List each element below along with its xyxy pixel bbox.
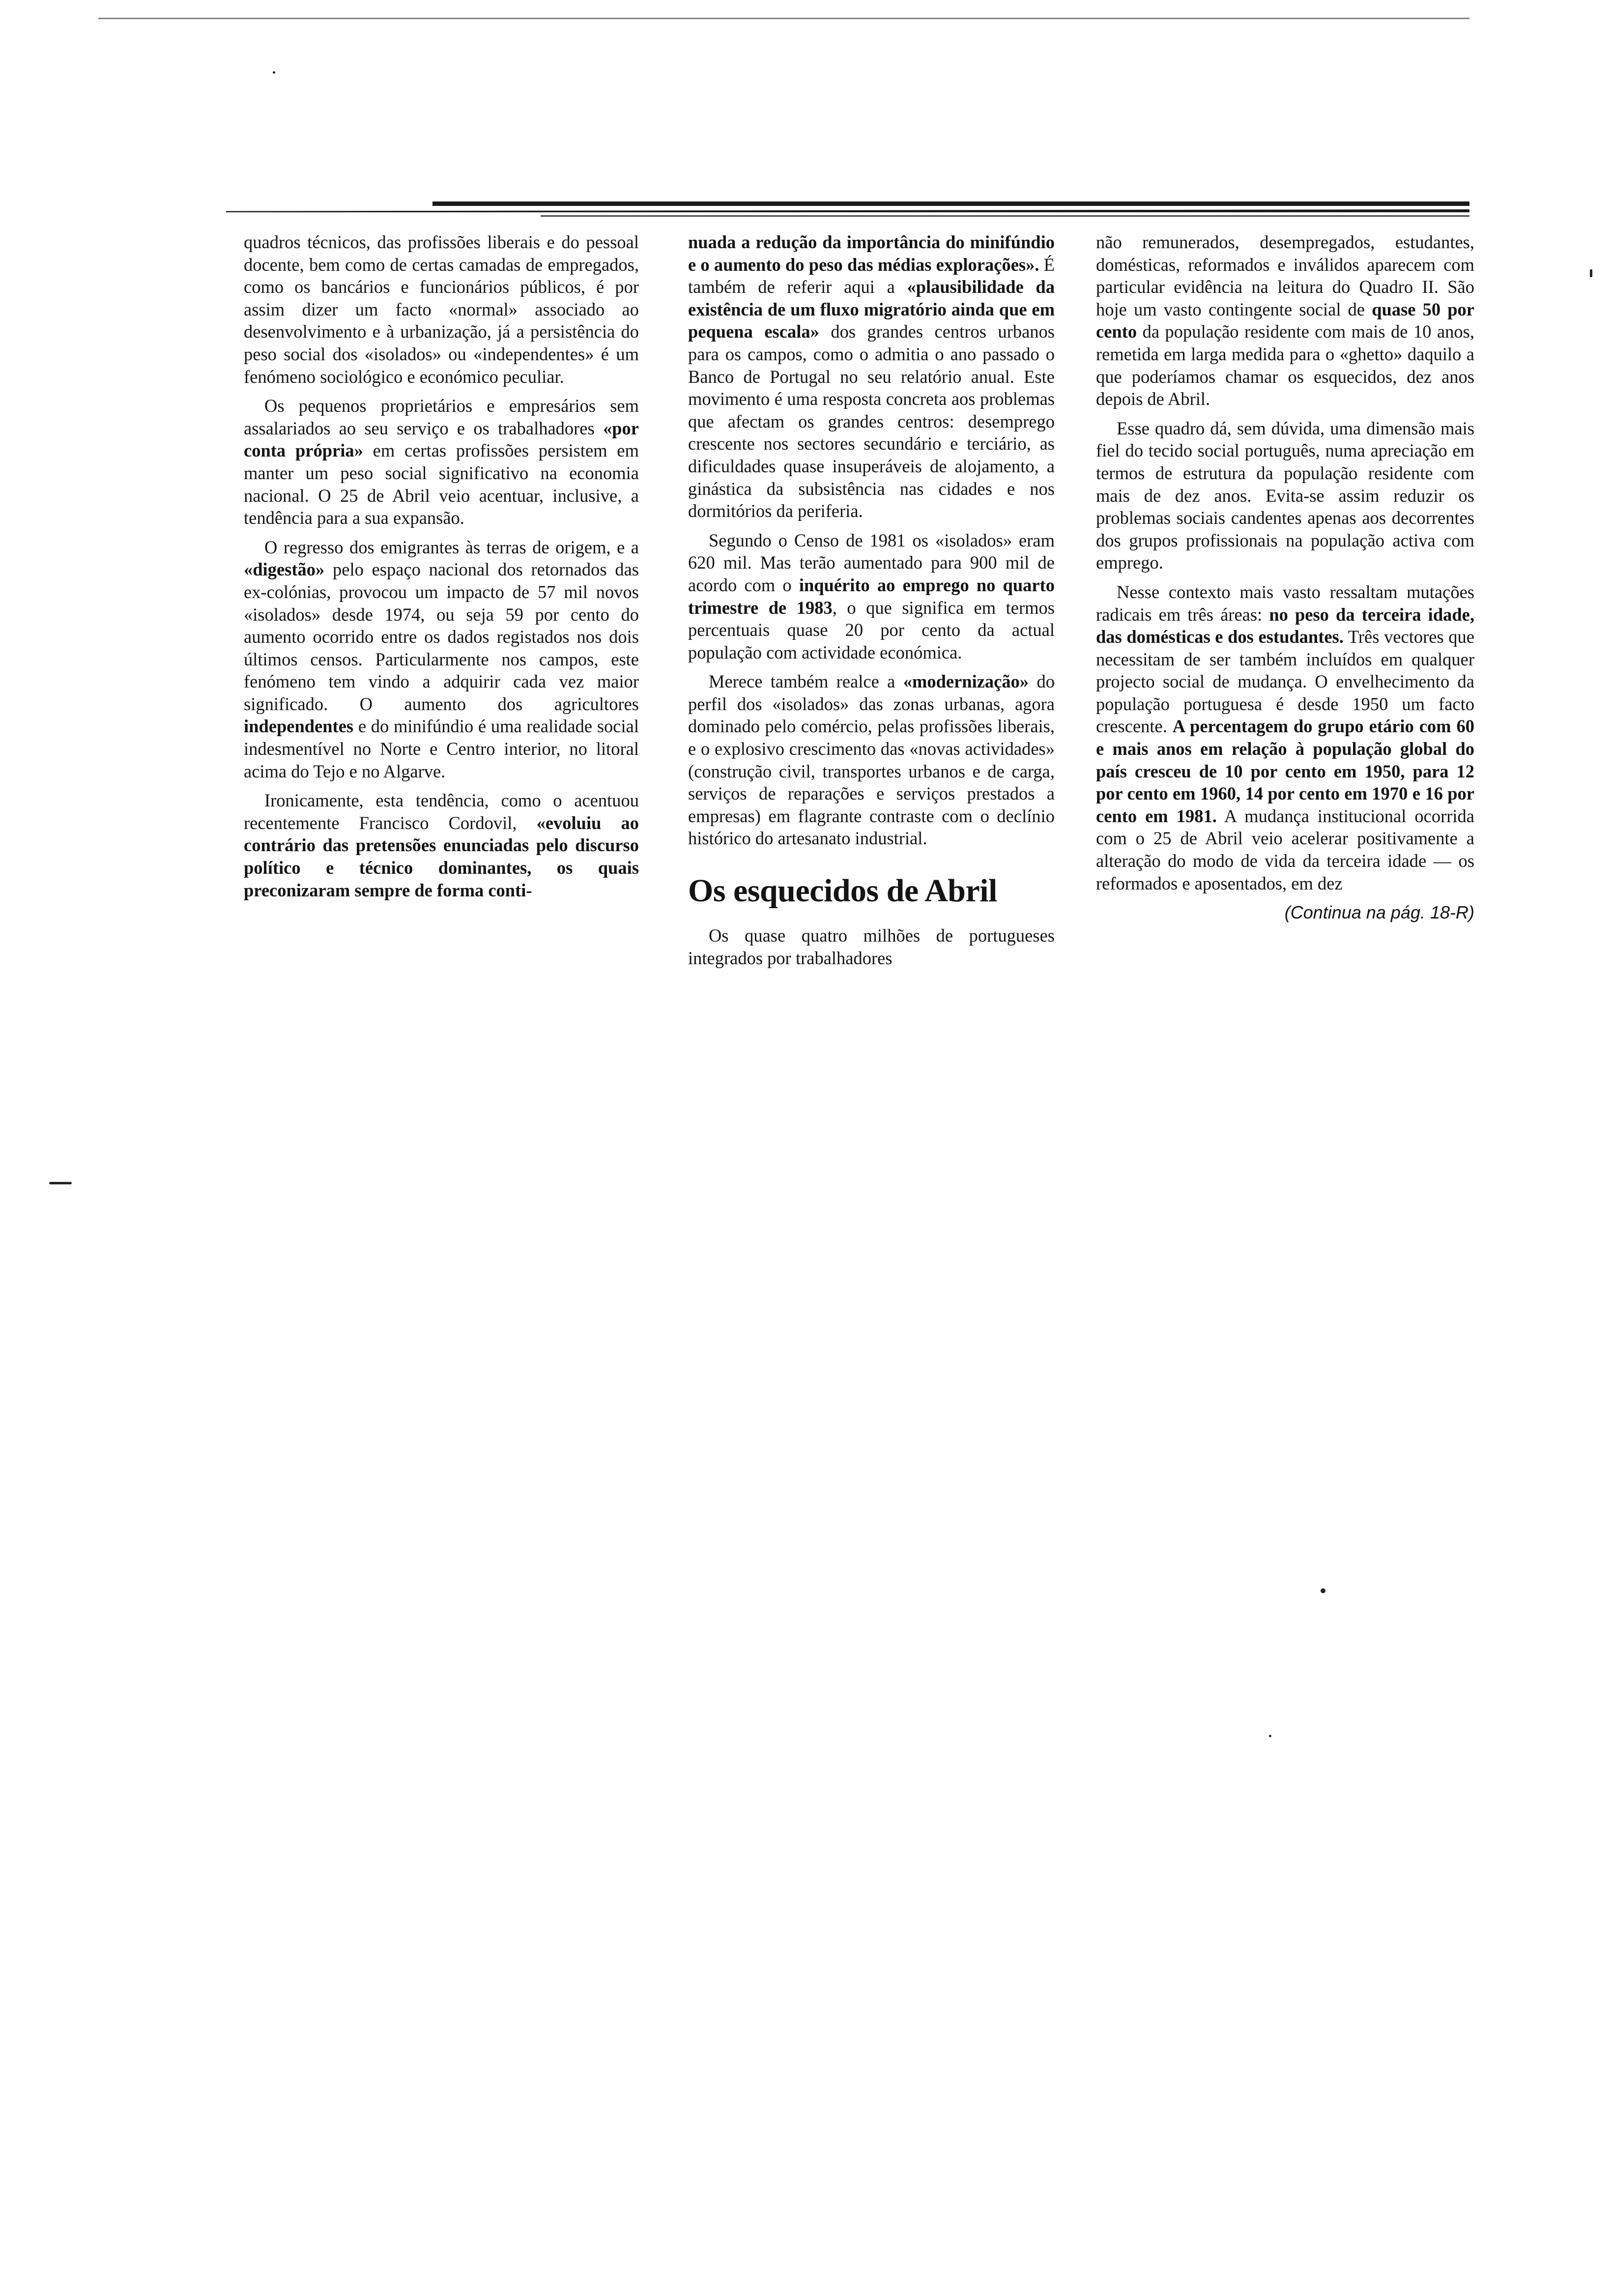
paragraph xyxy=(244,395,639,529)
bold-text-run: «digestão» xyxy=(244,559,325,580)
paragraph xyxy=(244,789,639,901)
text-run: , o que significa em termos percentuais quase 20 por cento da actual população com actividade económica. xyxy=(688,597,1055,662)
scan-speck xyxy=(1590,269,1592,277)
paragraph xyxy=(244,536,639,783)
paragraph xyxy=(1096,417,1474,574)
continuation-note: (Continua na pág. 18-R) xyxy=(1284,902,1474,923)
text-run: Merece também realce a xyxy=(709,671,903,692)
bold-text-run: no peso da terceira idade, das domésticas e dos estudantes. xyxy=(1096,604,1474,647)
paragraph xyxy=(688,924,1055,969)
text-run: É também de referir aqui a xyxy=(688,254,1055,297)
scan-speck xyxy=(1269,1735,1271,1737)
bold-text-run: «plausibilidade da existência de um fluxo migratório ainda que em pequena escala» xyxy=(688,277,1055,342)
text-run: da população residente com mais de 10 anos, remetida em larga medida para o «ghetto» daquilo a que poderíamos chamar os esquecidos, dez anos depois de Abril. xyxy=(1096,321,1474,409)
text-run: quadros técnicos, das profissões liberais e do pessoal docente, bem como de certas camadas de empregados, como os bancários e funcionários públicos, é por assim dizer um facto «normal» associado ao desenvolvimento e à urbanização, já a persistência do peso social dos «isolados» ou «independentes» é um fenómeno sociológico e económico peculiar. xyxy=(244,232,639,387)
text-run: O regresso dos emigrantes às terras de origem, e a xyxy=(264,537,639,557)
text-run: A mudança institucional ocorrida com o 25 de Abril veio acelerar positivamente a alteração do modo de vida da terceira idade — os reformados e aposentados, em dez xyxy=(1096,805,1474,893)
paragraph xyxy=(1096,581,1474,894)
paragraph xyxy=(688,529,1055,664)
paragraph xyxy=(244,231,639,388)
text-run: não remunerados, desempregados, estudantes, domésticas, reformados e inválidos aparecem com particular evidência na leitura do Quadro II. São hoje um vasto contingente social de xyxy=(1096,232,1474,319)
text-run: e do minifúndio é uma realidade social indesmentível no Norte e Centro interior, no litoral acima do Tejo e no Algarve. xyxy=(244,716,639,781)
paragraph xyxy=(688,670,1055,850)
bold-text-run: A percentagem do grupo etário com 60 e mais anos em relação à população global do país cresceu de 10 por cento em 1950, para 12 por cento em 1960, 14 por cento em 1970 e 16 por cento em 1981. xyxy=(1096,716,1474,826)
text-run: em certas profissões persistem em manter um peso social significativo na economia nacional. O 25 de Abril veio acentuar, inclusive, a tendência para a sua expansão. xyxy=(244,440,639,528)
text-run: dos grandes centros urbanos para os campos, como o admitia o ano passado o Banco de Portugal no seu relatório anual. Este movimento é uma resposta concreta aos problemas que afectam os grandes centros: desemprego crescente nos sectores secundário e terciário, as dificuldades quase insuperáveis de alojamento, a ginástica da subsistência nas cidades e nos dormitórios da periferia. xyxy=(688,321,1055,521)
scan-speck xyxy=(273,71,275,74)
section-subheading: Os esquecidos de Abril xyxy=(688,873,997,909)
top-rule-thin xyxy=(98,18,1469,19)
bold-text-run: quase 50 por cento xyxy=(1096,299,1474,342)
paragraph xyxy=(1096,231,1474,410)
text-run: Esse quadro dá, sem dúvida, uma dimensão mais fiel do tecido social português, numa apreciação em termos de estrutura da população residente com mais de dez anos. Evita-se assim reduzir os problemas sociais candentes apenas aos decorrentes dos grupos profissionais na população activa com emprego. xyxy=(1096,418,1474,573)
bold-text-run: «modernização» xyxy=(903,671,1029,692)
text-run: Os quase quatro milhões de portugueses integrados por trabalhadores xyxy=(688,925,1055,968)
text-run: Segundo o Censo de 1981 os «isolados» eram 620 mil. Mas terão aumentado para 900 mil de acordo com o xyxy=(688,530,1055,595)
article-column-3 xyxy=(1096,231,1474,924)
paragraph xyxy=(688,231,1055,522)
bold-text-run: inquérito ao emprego no quarto trimestre de 1983 xyxy=(688,574,1055,618)
article-column-1 xyxy=(244,231,639,908)
header-rule-taper xyxy=(226,209,1469,212)
text-run: Os pequenos proprietários e empresários sem assalariados ao seu serviço e os trabalhadores xyxy=(244,396,639,438)
header-rule-thick xyxy=(432,201,1469,206)
text-run: do perfil dos «isolados» das zonas urbanas, agora dominado pelo comércio, pelas profissões liberais, e o explosivo crescimento das «novas actividades» (construção civil, transportes urbanos e de carga, serviços de reparações e serviços prestados a empresas) em flagrante contraste com o declínio histórico do artesanato industrial. xyxy=(688,671,1055,849)
scan-speck xyxy=(1321,1588,1325,1593)
bold-text-run: «por conta própria» xyxy=(244,418,639,461)
bold-text-run: «evoluiu ao contrário das pretensões enunciadas pelo discurso político e técnico dominantes, os quais preconizaram sempre de forma conti- xyxy=(244,812,639,900)
bold-text-run: independentes xyxy=(244,716,354,737)
article-column-2 xyxy=(688,231,1055,976)
text-run: Ironicamente, esta tendência, como o acentuou recentemente Francisco Cordovil, xyxy=(244,790,639,833)
header-rule-secondary xyxy=(541,215,1469,217)
text-run: Nesse contexto mais vasto ressaltam mutações radicais em três áreas: xyxy=(1096,581,1474,625)
text-run: pelo espaço nacional dos retornados das ex-colónias, provocou um impacto de 57 mil novos «isolados» desde 1974, ou seja 59 por cento do aumento ocorrido entre os dados registados nos dois últimos censos. Particularmente nos campos, este fenómeno tem vindo a adquirir cada vez maior significado. O aumento dos agricultores xyxy=(244,559,639,714)
scan-speck xyxy=(49,1182,72,1184)
bold-text-run: nuada a redução da importância do minifúndio e o aumento do peso das médias explorações». xyxy=(688,232,1055,275)
text-run: Três vectores que necessitam de ser também incluídos em qualquer projecto social de mudança. O envelhecimento da população portuguesa é desde 1950 um facto crescente. xyxy=(1096,627,1474,737)
